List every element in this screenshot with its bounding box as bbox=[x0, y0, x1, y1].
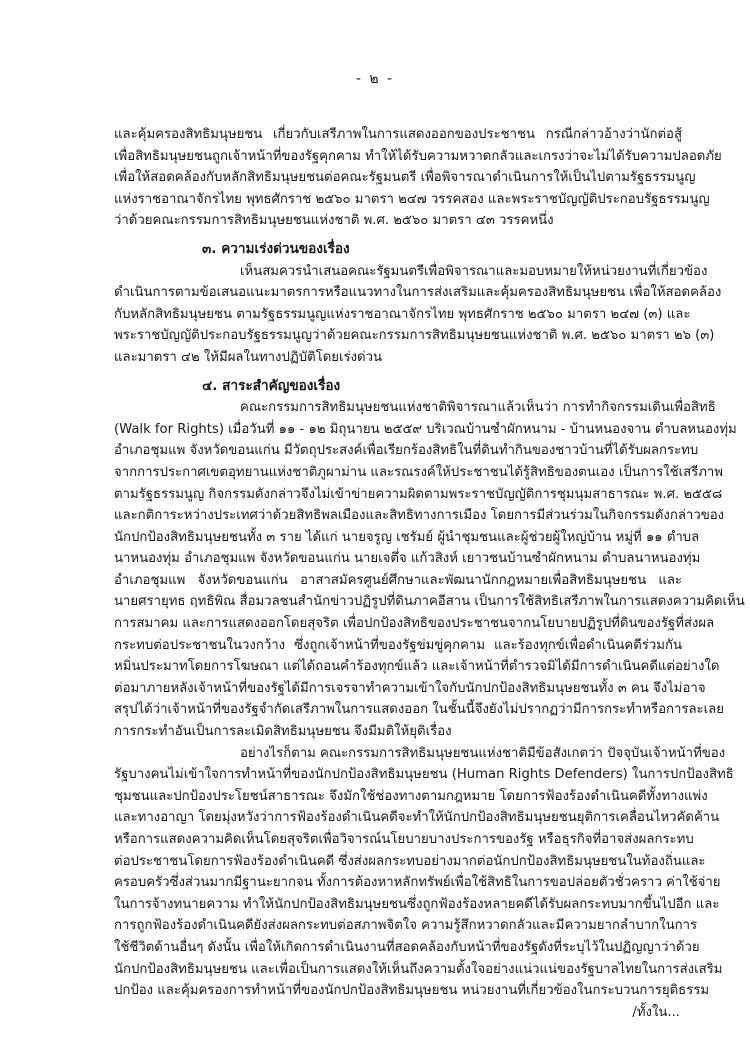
text-line: กับหลักสิทธิมนุษยชน ตามรัฐธรรมนูญแห่งราชอาณาจักรไทย พุทธศักราช ๒๕๖๐ มาตรา ๒๔๗ (๓) และ bbox=[114, 306, 691, 322]
paragraph-2 bbox=[114, 743, 734, 1002]
text-line: อำเภอชุมแพ จังหวัดขอนแก่น มีวัตถุประสงค์เพื่อเรียกร้องสิทธิในที่ดินทำกินของชาวบ้านที่ได้รับผลกระทบ bbox=[114, 443, 699, 459]
text-line: และคุ้มครองสิทธิมนุษยชน เกี่ยวกับเสรีภาพในการแสดงออกของประชาชน กรณีกล่าวอ้างว่านักต่อสู้ bbox=[114, 127, 682, 142]
text-line: หรือการแสดงความคิดเห็นโดยสุจริตเพื่อวิจารณ์นโยบายบางประการของรัฐ หรือธุรกิจที่อาจส่งผลกระทบ bbox=[114, 832, 694, 847]
text-line: การกระทำอันเป็นการละเมิดสิทธิมนุษยชน จึงมีมติให้ยุติเรื่อง bbox=[114, 724, 452, 740]
text-line: และทางอาญา โดยมุ่งหวังว่าการฟ้องร้องดำเนินคดีจะทำให้นักปกป้องสิทธิมนุษยชนยุติการเคลื่อนไหวคัดค้าน bbox=[114, 810, 720, 826]
text-line: นายศรายุทธ ฤทธิพิณ สื่อมวลชนสำนักข่าวปฏิรูปที่ดินภาคอีสาน เป็นการใช้สิทธิเสรีภาพในการแสดงความคิดเห็น bbox=[114, 594, 745, 610]
document-body bbox=[114, 124, 745, 1023]
page-number: - ๒ - bbox=[355, 71, 395, 87]
text-line: จากการประกาศเขตอุทยานแห่งชาติภูผาม่าน และรณรงค์ให้ประชาชนได้รู้สิทธิของตนเอง เป็นการใช้เสรีภาพ bbox=[114, 464, 724, 480]
section-4 bbox=[114, 376, 745, 1002]
section-3 bbox=[114, 239, 722, 369]
text-line: (Walk for Rights) เมื่อวันที่ ๑๑ - ๑๒ มิถุนายน ๒๕๕๙ บริเวณบ้านซำผักหนาม - บ้านหนองจาน ตำบลหนองทุ่ม bbox=[114, 421, 737, 437]
text-line: หมิ่นประมาทโดยการโฆษณา แต่ได้ถอนคำร้องทุกข์แล้ว และเจ้าหน้าที่ตำรวจมิได้มีการดำเนินคดีแต่อย่างใด bbox=[114, 659, 720, 675]
text-line: ดำเนินการตามข้อเสนอแนะมาตรการหรือแนวทางในการส่งเสริมและคุ้มครองสิทธิมนุษยชน เพื่อให้สอดคล้อง bbox=[114, 285, 722, 301]
text-line: นักปกป้องสิทธิมนุษยชนทั้ง ๓ ราย ได้แก่ นายจรูญ เชรัมย์ ผู้นำชุมชนและผู้ช่วยผู้ใหญ่บ้าน หมู่ที่ ๑๑ ตำบล bbox=[114, 529, 700, 545]
text-line: และมาตรา ๔๒ ให้มีผลในทางปฏิบัติโดยเร่งด่วน bbox=[114, 349, 383, 365]
text-line: แห่งราชอาณาจักรไทย พุทธศักราช ๒๕๖๐ มาตรา ๒๔๗ วรรคสอง และพระราชบัญญัติประกอบรัฐธรรมนูญ bbox=[114, 191, 710, 207]
text-line: คณะกรรมการสิทธิมนุษยชนแห่งชาติพิจารณาแล้วเห็นว่า การทำกิจกรรมเดินเพื่อสิทธิ bbox=[240, 400, 716, 416]
text-line: การสมาคม และการแสดงออกโดยสุจริต เพื่อปกป้องสิทธิของประชาชนจากนโยบายปฏิรูปที่ดินของรัฐที่ส่งผล bbox=[114, 616, 715, 632]
section-heading: ๓. ความเร่งด่วนของเรื่อง bbox=[202, 240, 350, 257]
text-line: รัฐบางคนไม่เข้าใจการทำหน้าที่ของนักปกป้องสิทธิมนุษยชน (Human Rights Defenders) ในการปกป้องสิทธิ bbox=[114, 767, 734, 783]
text-line: เห็นสมควรนำเสนอคณะรัฐมนตรีเพื่อพิจารณาและมอบหมายให้หน่วยงานที่เกี่ยวข้อง bbox=[240, 263, 708, 279]
text-line: ใช้ชีวิตด้านอื่นๆ ดังนั้น เพื่อให้เกิดการดำเนินงานที่สอดคล้องกับหน้าที่ของรัฐดังที่ระบุไว้ในปฏิญญาว่าด้วย bbox=[114, 939, 700, 955]
text-line: สรุปได้ว่าเจ้าหน้าที่ของรัฐจำกัดเสรีภาพในการแสดงออก ในชั้นนี้จึงยังไม่ปรากฏว่ามีการกระทำหรือการละเลย bbox=[114, 702, 724, 718]
text-line: เพื่อสิทธิมนุษยชนถูกเจ้าหน้าที่ของรัฐคุกคาม ทำให้ได้รับความหวาดกลัวและเกรงว่าจะไม่ได้รับความปลอดภัย bbox=[114, 148, 722, 164]
text-line: ว่าด้วยคณะกรรมการสิทธิมนุษยชนแห่งชาติ พ.ศ. ๒๕๖๐ มาตรา ๔๓ วรรคหนึ่ง bbox=[114, 213, 554, 229]
text-line: ต่อมาภายหลังเจ้าหน้าที่ของรัฐได้มีการเจรจาทำความเข้าใจกับนักปกป้องสิทธิมนุษยชนทั้ง ๓ คน จึงไม่อาจ bbox=[114, 680, 706, 696]
text-line: นักปกป้องสิทธิมนุษยชน และเพื่อเป็นการแสดงให้เห็นถึงความตั้งใจอย่างแน่วแน่ของรัฐบาลไทยในการส่งเสริม bbox=[114, 961, 723, 977]
text-line: การถูกฟ้องร้องดำเนินคดียังส่งผลกระทบต่อสภาพจิตใจ ความรู้สึกหวาดกลัวและมีความยากลำบากในการ bbox=[114, 918, 698, 934]
text-line: กระทบต่อประชาชนในวงกว้าง ซึ่งถูกเจ้าหน้าที่ของรัฐข่มขู่คุกคาม และร้องทุกข์เพื่อดำเนินคดีร่วมกัน bbox=[114, 637, 682, 653]
continuation-marker: /ทั้งใน... bbox=[632, 1004, 680, 1020]
text-line: ครอบครัวซึ่งส่วนมากมีฐานะยากจน ทั้งการต้องหาหลักทรัพย์เพื่อใช้สิทธิในการขอปล่อยตัวชั่วคราว ค่าใช้จ่าย bbox=[114, 875, 721, 891]
section-heading: ๔. สาระสำคัญของเรื่อง bbox=[202, 377, 341, 394]
intro-paragraph bbox=[114, 124, 722, 232]
text-line: อย่างไรก็ตาม คณะกรรมการสิทธิมนุษยชนแห่งชาติมีข้อสังเกตว่า ปัจจุบันเจ้าหน้าที่ของ bbox=[240, 745, 726, 761]
text-line: ในการจ้างทนายความ ทำให้นักปกป้องสิทธิมนุษยชนซึ่งถูกฟ้องร้องหลายคดีได้รับผลกระทบมากขึ้นไปอีก และ bbox=[114, 896, 720, 912]
text-line: ปกป้อง และคุ้มครองการทำหน้าที่ของนักปกป้องสิทธิมนุษยชน หน่วยงานที่เกี่ยวข้องในกระบวนการยุติธรรม bbox=[114, 983, 710, 999]
text-line: พระราชบัญญัติประกอบรัฐธรรมนูญว่าด้วยคณะกรรมการสิทธิมนุษยชนแห่งชาติ พ.ศ. ๒๕๖๐ มาตรา ๒๖ (๓) bbox=[114, 328, 715, 344]
text-line: อำเภอชุมแพ จังหวัดขอนแก่น อาสาสมัครศูนย์ศึกษาและพัฒนานักกฎหมายเพื่อสิทธิมนุษยชน และ bbox=[114, 572, 682, 588]
text-line: ตามรัฐธรรมนูญ กิจกรรมดังกล่าวจึงไม่เข้าข่ายความผิดตามพระราชบัญญัติการชุมนุมสาธารณะ พ.ศ. ๒๕๕๘ bbox=[114, 486, 723, 502]
text-line: นาหนองทุ่ม อำเภอชุมแพ จังหวัดขอนแก่น นายเจตึ่จ แก้วสิงห์ เยาวชนบ้านซำผักหนาม ตำบลนาหนองทุ่ม bbox=[114, 551, 701, 567]
text-line: ชุมชนและปกป้องประโยชน์สาธารณะ จึงมักใช้ช่องทางตามกฎหมาย โดยการฟ้องร้องดำเนินคดีทั้งทางแพ่ง bbox=[114, 788, 708, 804]
text-line: ต่อประชาชนโดยการฟ้องร้องดำเนินคดี ซึ่งส่งผลกระทบอย่างมากต่อนักปกป้องสิทธิมนุษยชนในท้องถิ่นและ bbox=[114, 853, 706, 869]
paragraph-1 bbox=[114, 397, 745, 743]
text-line: และกติการะหว่างประเทศว่าด้วยสิทธิพลเมืองและสิทธิทางการเมือง โดยการมีส่วนร่วมในกิจกรรมดังกล่าวของ bbox=[114, 508, 725, 524]
text-line: เพื่อให้สอดคล้องกับหลักสิทธิมนุษยชนต่อคณะรัฐมนตรี เพื่อพิจารณาดำเนินการให้เป็นไปตามรัฐธรรมนูญ bbox=[114, 170, 696, 186]
